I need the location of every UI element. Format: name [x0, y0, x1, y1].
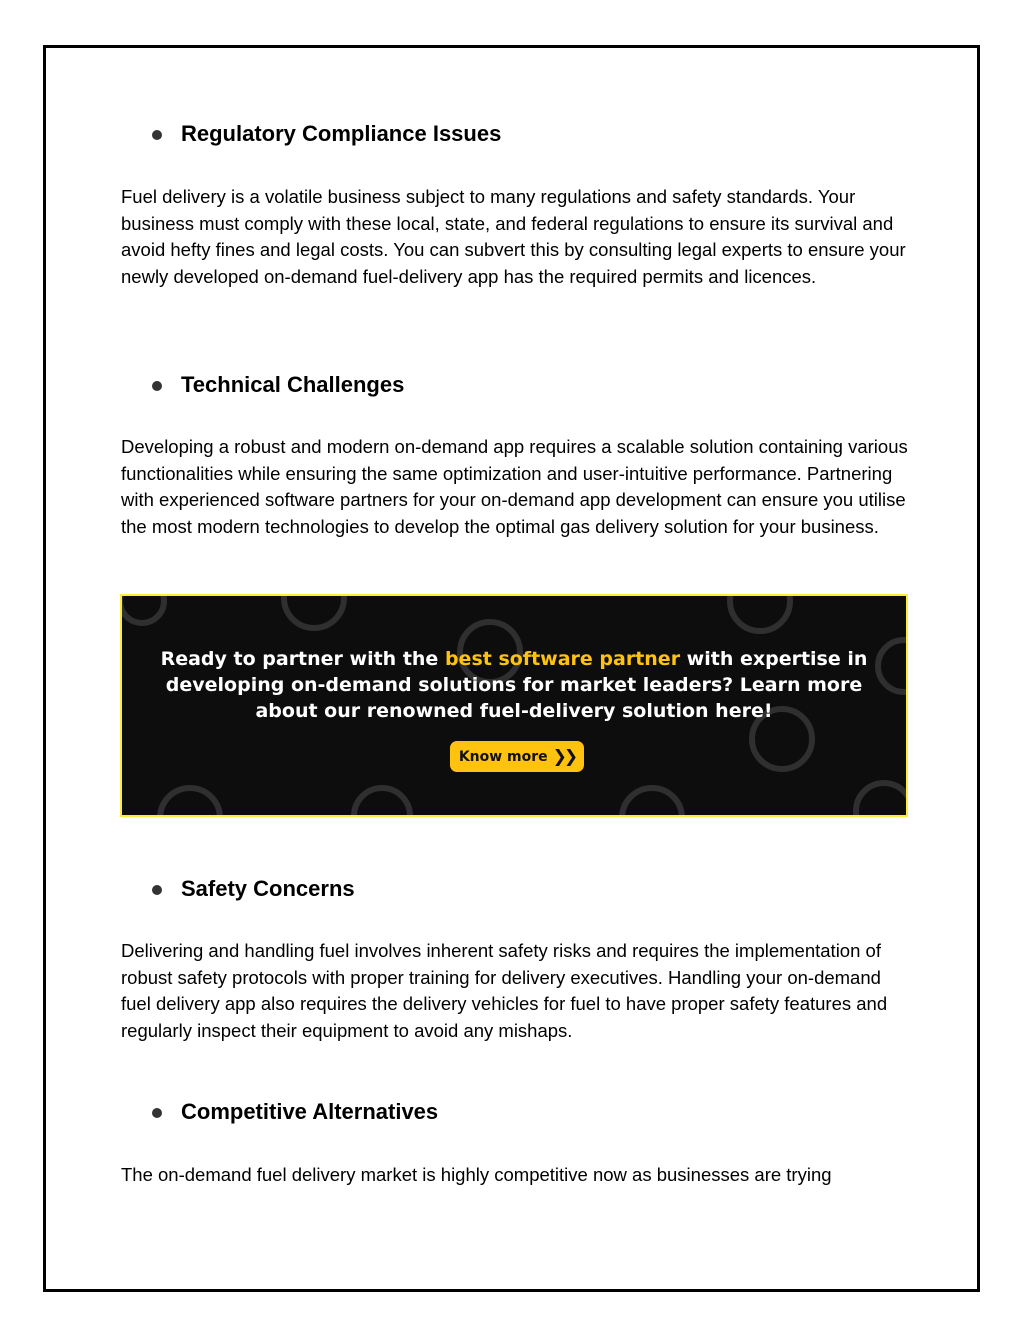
bullet-icon: [152, 1108, 162, 1118]
banner-line1-end: with expertise in: [680, 648, 868, 670]
banner-line1-start: Ready to partner with the: [160, 648, 445, 670]
section-heading-safety: [152, 876, 355, 902]
banner-highlight: best software partner: [444, 648, 681, 670]
section-heading-regulatory: [152, 121, 501, 147]
heading-text: Competitive Alternatives: [181, 1099, 439, 1124]
know-more-button[interactable]: [450, 741, 584, 772]
banner-text: [122, 646, 906, 724]
heading-text: Safety Concerns: [181, 876, 355, 901]
bullet-icon: [152, 885, 162, 895]
bullet-icon: [152, 130, 162, 140]
banner-line3: about our renowned fuel-delivery solution here!: [255, 700, 773, 722]
section-body-technical: Developing a robust and modern on-demand app requires a scalable solution containing various functionalities while ensuring the same optimization and user-intuitive performance. Partnering with experienced software partners for your on-demand app development can ensure you utilise the most modern technologies to develop the optimal gas delivery solution for your business.: [121, 436, 908, 537]
banner-line2: developing on-demand solutions for market leaders? Learn more: [165, 674, 863, 696]
heading-text: Technical Challenges: [181, 372, 405, 397]
heading-text: Regulatory Compliance Issues: [181, 121, 502, 146]
double-chevron-right-icon: ❯❯: [552, 746, 576, 767]
section-body-regulatory: Fuel delivery is a volatile business subject to many regulations and safety standards. Your business must comply with these local, state, and federal regulations to ensure its survival and avoid hefty fines and legal costs. You can subvert this by consulting legal experts to ensure your newly developed on-demand fuel-delivery app has the required permits and licences.: [121, 186, 906, 287]
section-heading-competitive: [152, 1099, 438, 1125]
section-body-safety: Delivering and handling fuel involves inherent safety risks and requires the implementation of robust safety protocols with proper training for delivery executives. Handling your on-demand fuel delivery app also requires the delivery vehicles for fuel to have proper safety features and regularly inspect their equipment to avoid any mishaps.: [121, 940, 888, 1041]
promo-banner[interactable]: [120, 594, 908, 817]
section-body-competitive: The on-demand fuel delivery market is highly competitive now as businesses are trying: [121, 1164, 832, 1185]
know-more-label: Know more: [458, 748, 548, 765]
bullet-icon: [152, 381, 162, 391]
section-heading-technical: [152, 372, 404, 398]
